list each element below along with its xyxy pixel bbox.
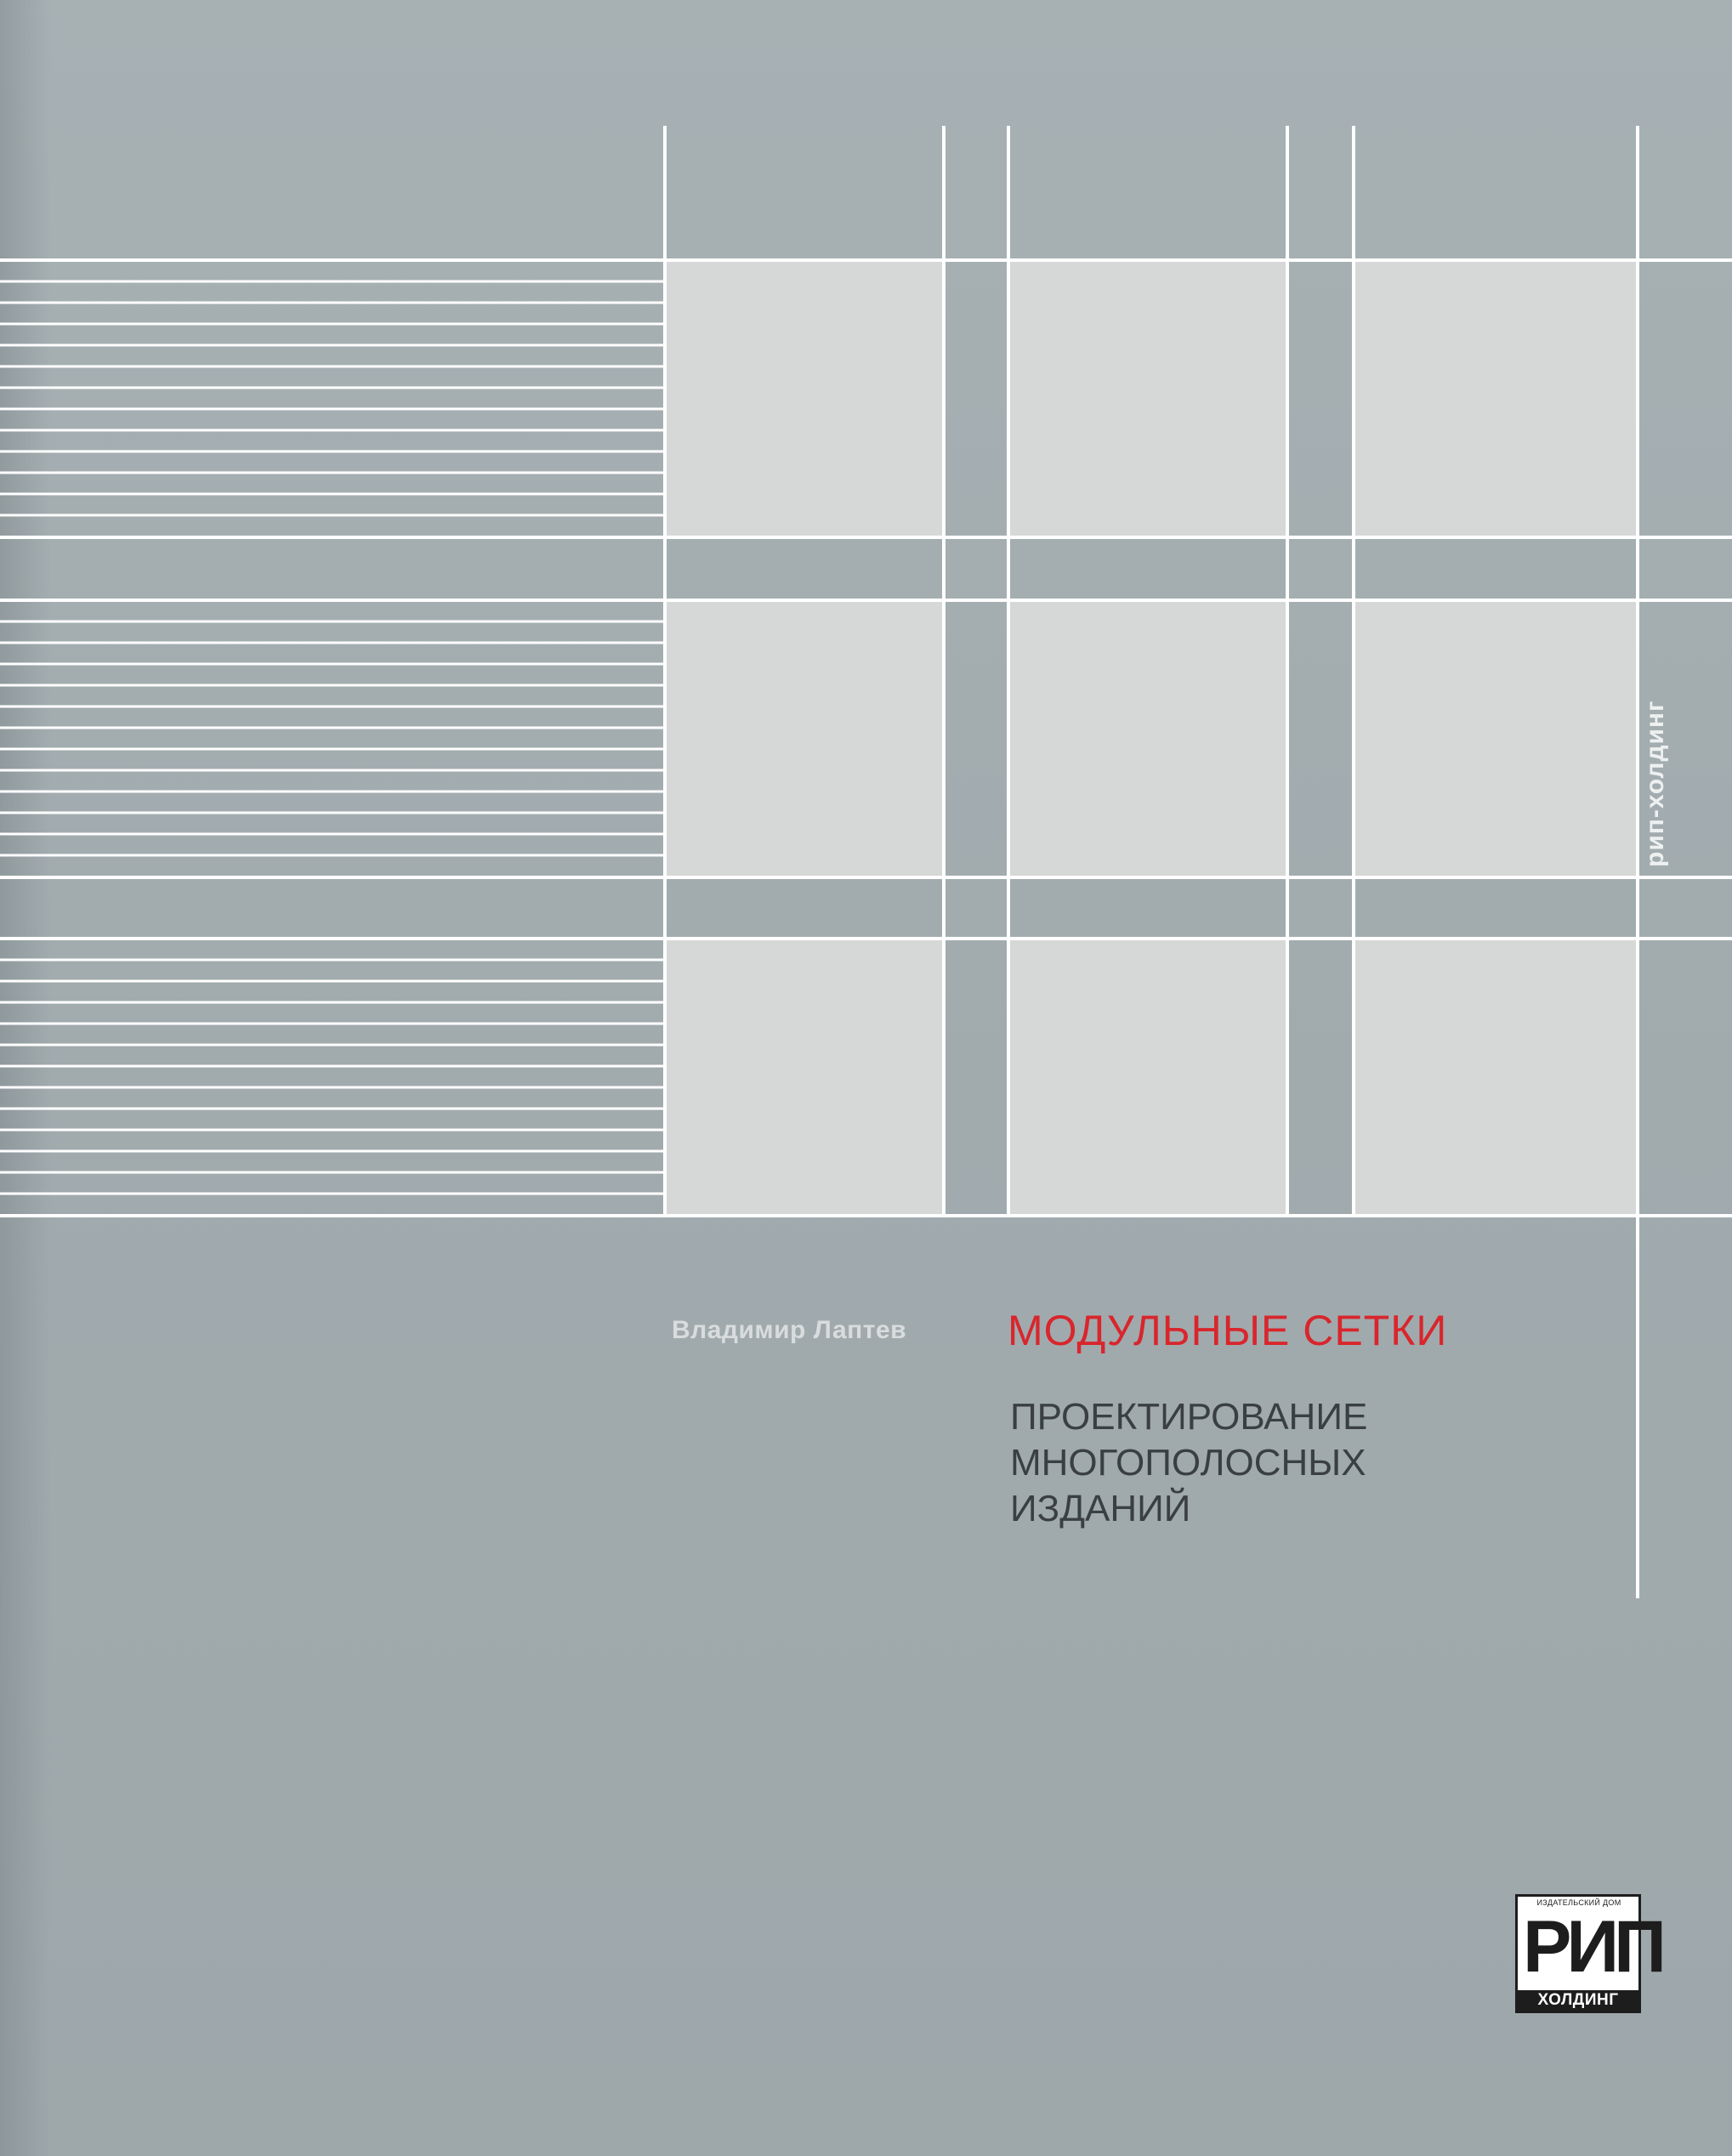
subtitle-line: МНОГОПОЛОСНЫХ — [1010, 1442, 1366, 1484]
module-r1-c2 — [1010, 262, 1286, 536]
logo-mark: РИП — [1523, 1906, 1661, 1988]
module-r3-c2 — [1010, 940, 1286, 1214]
grid-modules — [667, 262, 1636, 1214]
book-subtitle — [1010, 1394, 1605, 1532]
module-r1-c1 — [667, 262, 942, 536]
publisher-logo — [1515, 1894, 1661, 2013]
module-r3-c1 — [667, 940, 942, 1214]
logo-bottom-text: ХОЛДИНГ — [1518, 1990, 1638, 2011]
module-r2-c2 — [1010, 602, 1286, 876]
module-r2-c3 — [1355, 602, 1636, 876]
logo-top-text: ИЗДАТЕЛЬСКИЙ ДОМ — [1536, 1898, 1621, 1907]
publisher-vertical-text: рип-холдинг — [1641, 700, 1669, 867]
author-name: Владимир Лаптев — [672, 1316, 907, 1344]
subtitle-line: ПРОЕКТИРОВАНИЕ — [1010, 1396, 1368, 1438]
subtitle-line: ИЗДАНИЙ — [1010, 1488, 1191, 1529]
module-r2-c1 — [667, 602, 942, 876]
module-r1-c3 — [1355, 262, 1636, 536]
baseline-rulings — [0, 281, 665, 1194]
book-title: МОДУЛЬНЫЕ СЕТКИ — [1008, 1307, 1448, 1354]
module-r3-c3 — [1355, 940, 1636, 1214]
